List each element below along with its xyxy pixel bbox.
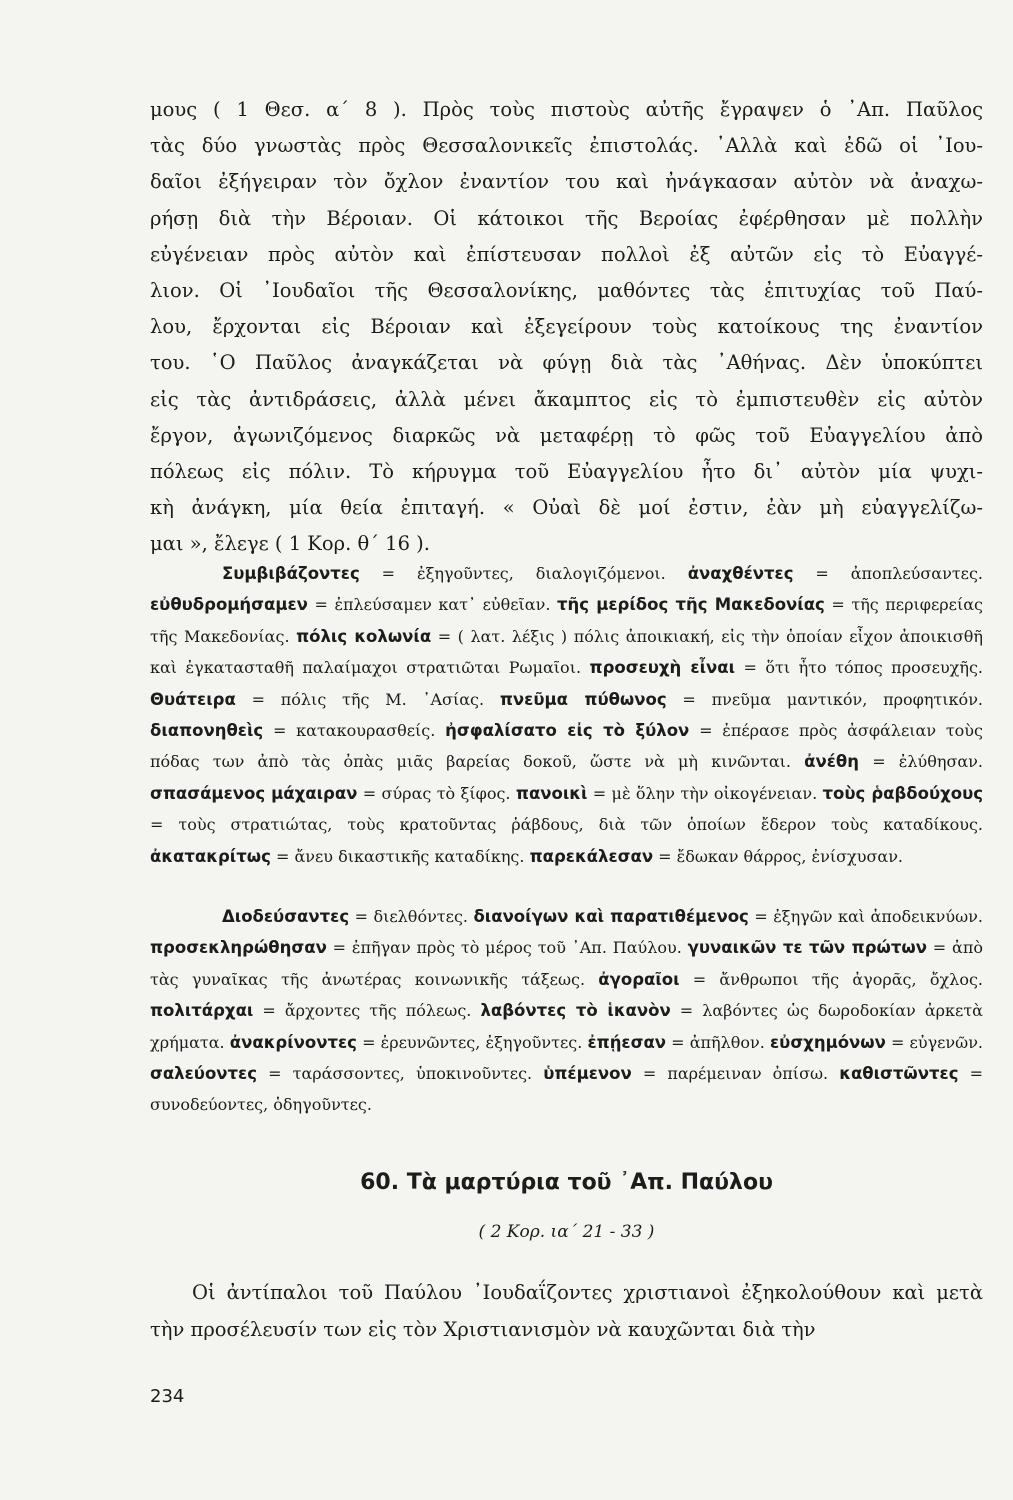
glossary-term: ἀναχθέντες <box>687 564 794 583</box>
glossary-term: διαπονηθεὶς <box>150 721 264 741</box>
glossary-definition: = τῆς περιφερείας τῆς Μακεδονίας. <box>150 595 984 646</box>
glossary-definition: = ἔδωκαν θάρρος, ἐνίσχυσαν. <box>653 846 904 866</box>
glossary-term: προσεκληρώθησαν <box>150 938 327 958</box>
text-line: μους ( 1 Θεσ. α΄ 8 ). Πρὸς τοὺς πιστοὺς αὐτῆς ἔγραψεν ὁ ᾽Απ. Παῦλος <box>150 98 983 121</box>
glossary-term: πολιτάρχαι <box>150 1001 254 1021</box>
section-intro: Οἱ ἀντίπαλοι τοῦ Παύλου ᾽Ιουδαΐζοντες χριστιανοὶ ἐξηκολούθουν καὶ μετὰ τὴν προσέλευσίν των εἰς τὸν Χριστιανισμὸν νὰ καυχῶνται διὰ τὴν <box>150 1281 983 1341</box>
glossary-definition: = ἄνθρωποι τῆς ἀγορᾶς, ὄχλος. <box>679 969 983 989</box>
glossary-definition: = ἐξηγῶν καὶ ἀποδεικνύων. <box>748 907 983 926</box>
text-line: κὴ ἀνάγκη, μία θεία ἐπιταγή. « Οὐαὶ δὲ μοί ἐστιν, ἐὰν μὴ εὐαγγελίζω- <box>150 496 983 520</box>
glossary-term: ἠσφαλίσατο εἰς τὸ ξύλον <box>445 721 690 741</box>
glossary-term: Θυάτειρα <box>150 689 236 709</box>
glossary-definition: = ἄρχοντες τῆς πόλεως. <box>253 1001 481 1021</box>
glossary-paragraph <box>150 558 983 872</box>
glossary-definition: = διελθόντες. <box>349 907 474 926</box>
glossary-term: προσευχὴ εἶναι <box>589 658 736 678</box>
text-line: ρήσῃ διὰ τὴν Βέροιαν. Οἱ κάτοικοι τῆς Βεροίας ἐφέρθησαν μὲ πολλὴν <box>150 206 983 230</box>
glossary-block-2 <box>150 901 983 1121</box>
glossary-term: παρεκάλεσαν <box>529 846 654 866</box>
text-line: εὐγένειαν πρὸς αὐτὸν καὶ ἐπίστευσαν πολλοὶ ἐξ αὐτῶν εἰς τὸ Εὐαγγέ- <box>150 242 983 266</box>
glossary-definition: = ἀποπλεύσαντες. <box>793 564 983 583</box>
glossary-definition: = πόλις τῆς Μ. ᾽Ασίας. <box>235 689 500 709</box>
glossary-term: Διοδεύσαντες <box>222 907 350 926</box>
text-line: λιον. Οἱ ᾽Ιουδαῖοι τῆς Θεσσαλονίκης, μαθόντες τὰς ἐπιτυχίας τοῦ Παύ- <box>150 279 983 303</box>
glossary-term: πόλις κολωνία <box>296 626 432 646</box>
glossary-term: Συμβιβάζοντες <box>222 564 360 583</box>
glossary-definition: = ἐπῆγαν πρὸς τὸ μέρος τοῦ ᾽Απ. Παύλου. <box>326 938 688 958</box>
glossary-definition: = τοὺς στρατιώτας, τοὺς κρατοῦντας ῥάβδους, διὰ τῶν ὁποίων ἔδερον τοὺς καταδίκους. <box>150 815 983 835</box>
glossary-term: γυναικῶν τε τῶν πρώτων <box>687 938 927 958</box>
glossary-definition: = σύρας τὸ ξίφος. <box>357 783 516 803</box>
glossary-definition: = ἀπὸ τὰς γυναῖκας τῆς ἀνωτέρας κοινωνικῆς τάξεως. <box>150 938 983 989</box>
glossary-definition: = παρέμειναν ὀπίσω. <box>631 1064 840 1084</box>
glossary-term: σαλεύοντες <box>150 1064 258 1084</box>
glossary-definition: = λαβόντες ὡς δωροδοκίαν ἀρκετὰ χρήματα. <box>150 1001 983 1052</box>
glossary-term: ἀγοραῖοι <box>598 969 680 989</box>
glossary-term: ἀνέθη <box>804 752 860 772</box>
text-line: του. ῾Ο Παῦλος ἀναγκάζεται νὰ φύγῃ διὰ τὰς ᾽Αθήνας. Δὲν ὑποκύπτει <box>150 351 983 375</box>
text-line: τὰς δύο γνωστὰς πρὸς Θεσσαλονικεῖς ἐπιστολάς. ᾽Αλλὰ καὶ ἐδῶ οἱ ᾽Ιου- <box>150 134 983 158</box>
glossary-definition: = ἐρευνῶντες, ἐξηγοῦντες. <box>356 1032 588 1052</box>
glossary-term: διανοίγων καὶ παρατιθέμενος <box>473 907 749 926</box>
glossary-definition: = ὅτι ἦτο τόπος προσευχῆς. <box>735 658 983 678</box>
glossary-definition: = ταράσσοντες, ὑποκινοῦντες. <box>257 1064 544 1084</box>
glossary-term: λαβόντες τὸ ἱκανὸν <box>480 1001 671 1021</box>
text-line: δαῖοι ἐξήγειραν τὸν ὄχλον ἐναντίον του καὶ ἠνάγκασαν αὐτὸν νὰ ἀναχω- <box>150 170 983 194</box>
glossary-term: σπασάμενος μάχαιραν <box>150 783 358 803</box>
text-line: μαι », ἔλεγε ( 1 Κορ. θ΄ 16 ). <box>150 532 430 556</box>
page-number: 234 <box>150 1386 185 1407</box>
glossary-definition: = κατακουρασθείς. <box>263 721 446 741</box>
glossary-definition: = ἐπλεύσαμεν κατ᾽ εὐθεῖαν. <box>307 595 557 615</box>
glossary-definition: = ἐλύθησαν. <box>859 752 983 772</box>
main-paragraph <box>150 92 983 563</box>
section-title: 60. Τὰ μαρτύρια τοῦ ᾽Απ. Παύλου <box>360 1170 773 1195</box>
glossary-definition: = μὲ ὅλην τὴν οἰκογένειαν. <box>587 783 823 803</box>
text-line: ἔργον, ἀγωνιζόμενος διαρκῶς νὰ μεταφέρῃ τὸ φῶς τοῦ Εὐαγγελίου ἀπὸ <box>150 423 983 447</box>
glossary-term: καθιστῶντες <box>839 1064 959 1084</box>
glossary-definition: = ἐπέρασε πρὸς ἀσφάλειαν τοὺς πόδας των ἀπὸ τὰς ὀπὰς μιᾶς βαρείας δοκοῦ, ὥστε νὰ μὴ κινῶνται. <box>150 721 983 772</box>
glossary-term: πανοικὶ <box>515 783 588 803</box>
glossary-block-1 <box>150 558 983 872</box>
glossary-term: εὐθυδρομήσαμεν <box>150 595 308 615</box>
section-reference: ( 2 Κορ. ια΄ 21 - 33 ) <box>478 1222 655 1242</box>
glossary-term: τοὺς ῥαβδούχους <box>822 783 984 803</box>
glossary-term: εὐσχημόνων <box>770 1032 886 1052</box>
glossary-term: ἀνακρίνοντες <box>229 1032 357 1052</box>
glossary-paragraph <box>150 901 983 1121</box>
glossary-term: ἀκατακρίτως <box>150 846 271 866</box>
glossary-definition: = ( λατ. λέξις ) πόλις ἀποικιακή, εἰς τὴν ὁποίαν εἶχον ἀποικισθῆ καὶ ἐγκατασταθῆ παλαίμαχοι στρατιῶται Ρωμαῖοι. <box>150 626 983 678</box>
glossary-term: τῆς μερίδος τῆς Μακεδονίας <box>556 595 825 615</box>
glossary-definition: = εὐγενῶν. <box>885 1032 984 1052</box>
glossary-term: ἐπῄεσαν <box>587 1032 667 1052</box>
glossary-definition: = συνοδεύοντες, ὁδηγοῦντες. <box>150 1064 983 1115</box>
glossary-definition: = πνεῦμα μαντικόν, προφητικόν. <box>666 689 984 709</box>
text-line: πόλεως εἰς πόλιν. Τὸ κήρυγμα τοῦ Εὐαγγελίου ἦτο δι᾽ αὐτὸν μία ψυχι- <box>150 460 983 484</box>
glossary-term: πνεῦμα πύθωνος <box>499 689 667 709</box>
glossary-definition: = ἀπῆλθον. <box>666 1032 770 1052</box>
glossary-definition: = ἄνευ δικαστικῆς καταδίκης. <box>270 846 530 866</box>
glossary-term: ὑπέμενον <box>543 1064 632 1084</box>
text-line: εἰς τὰς ἀντιδράσεις, ἀλλὰ μένει ἄκαμπτος εἰς τὸ ἐμπιστευθὲν εἰς αὐτὸν <box>150 387 983 411</box>
text-line: λου, ἔρχονται εἰς Βέροιαν καὶ ἐξεγείρουν τοὺς κατοίκους της ἐναντίον <box>150 315 983 339</box>
glossary-definition: = ἐξηγοῦντες, διαλογιζόμενοι. <box>359 564 688 583</box>
